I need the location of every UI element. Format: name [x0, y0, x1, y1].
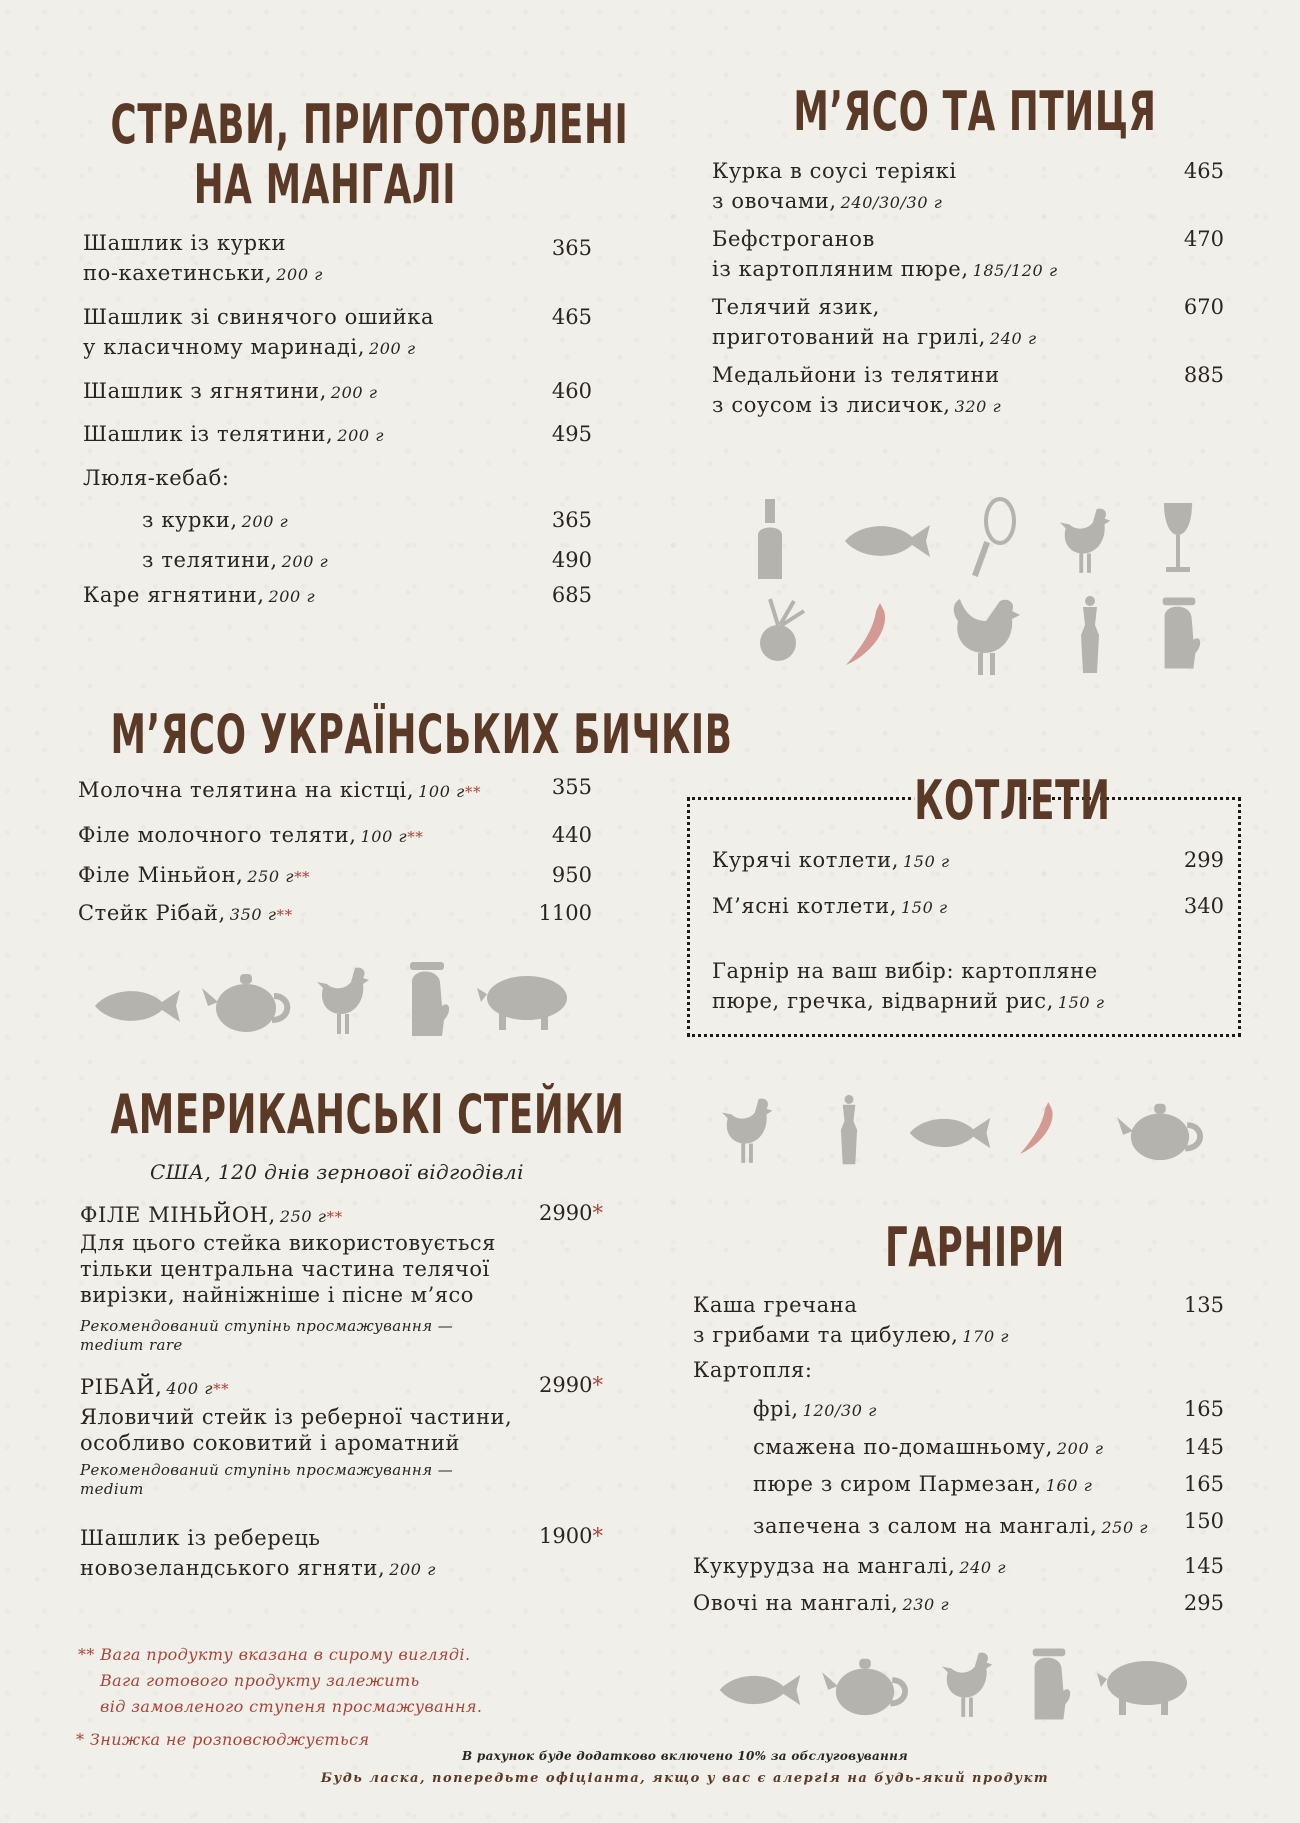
item-weight: 230 г	[902, 1595, 950, 1614]
item-name: з телятини,	[142, 548, 278, 572]
fish-icon	[715, 1669, 805, 1711]
item-weight: 200 г	[389, 1560, 436, 1579]
asterisk-mark: **	[213, 1380, 230, 1398]
item-price: 885	[1183, 363, 1224, 387]
decor-icon-row	[715, 1645, 1215, 1725]
item-name: Шашлик зі свинячого ошийка	[83, 305, 435, 329]
item-name: у класичному маринаді,	[83, 335, 365, 359]
item-name: Стейк Рібай,	[78, 901, 226, 925]
item-description	[80, 1230, 496, 1308]
doneness-note	[80, 1461, 453, 1499]
rooster-icon	[950, 593, 1030, 677]
asterisk-mark: **	[294, 868, 311, 886]
description-line: тільки центральна частина телячої	[80, 1257, 490, 1281]
asterisk-mark: **	[407, 828, 424, 846]
asterisk-mark: *	[592, 1201, 603, 1225]
item-price: 465	[551, 305, 592, 329]
item-price: 165	[1183, 1397, 1224, 1421]
menu-item	[712, 224, 1058, 286]
note-line: medium	[80, 1480, 144, 1498]
menu-item	[83, 228, 323, 290]
section-heading-bulls: М’ЯСО УКРАЇНСЬКИХ БИЧКІВ	[110, 703, 733, 766]
menu-item	[693, 1588, 949, 1620]
chicken-icon	[1058, 501, 1118, 577]
chicken-icon	[315, 960, 377, 1038]
item-price: 440	[551, 823, 592, 847]
item-weight: 200 г	[268, 587, 316, 606]
item-weight: 200 г	[330, 383, 378, 402]
pig-icon	[475, 966, 575, 1032]
chili-pepper-icon	[1015, 1096, 1065, 1160]
item-price: 1100	[538, 901, 592, 925]
item-weight: 320 г	[954, 397, 1002, 416]
teapot-icon	[820, 1651, 910, 1719]
item-weight: 100 г	[360, 827, 408, 846]
item-price: 465	[1183, 159, 1224, 183]
section-heading-steaks: АМЕРИКАНСЬКІ СТЕЙКИ	[110, 1083, 625, 1146]
item-price: 670	[1183, 295, 1224, 319]
onion-icon	[750, 595, 810, 665]
price-value: 1900	[539, 1524, 593, 1548]
asterisk-mark: **	[326, 1208, 343, 1226]
oven-mitt-icon	[1155, 595, 1203, 673]
item-price: 145	[1183, 1435, 1224, 1459]
item-name: Бефстроганов	[712, 227, 875, 251]
menu-item	[78, 898, 293, 930]
section-heading-grill	[110, 93, 629, 217]
item-name: з соусом із лисичок,	[712, 393, 951, 417]
item-weight: 240 г	[989, 329, 1037, 348]
decor-icon-grid	[740, 495, 1200, 680]
item-price: 495	[551, 422, 592, 446]
item-weight: 200 г	[337, 426, 385, 445]
menu-item	[80, 1523, 436, 1585]
item-weight: 240 г	[959, 1558, 1007, 1577]
allergy-note: Будь ласка, попередьте офіціанта, якщо у вас є алергія на будь-який продукт	[320, 1771, 1050, 1786]
price-value: 2990	[539, 1373, 593, 1397]
teapot-icon	[1115, 1096, 1205, 1164]
service-charge-note: В рахунок буде додатково включено 10% за обслуговування	[461, 1749, 908, 1763]
item-weight: 250 г	[247, 867, 295, 886]
submenu-label: Люля-кебаб:	[83, 466, 230, 490]
garnish-note	[712, 956, 1105, 1018]
menu-item	[693, 1290, 1009, 1352]
item-price: 365	[551, 236, 592, 260]
teapot-icon	[200, 966, 292, 1036]
item-price: 340	[1183, 894, 1224, 918]
chicken-icon	[720, 1090, 780, 1168]
note-line: medium rare	[80, 1336, 183, 1354]
chili-pepper-icon	[840, 599, 900, 669]
oven-mitt-icon	[1025, 1647, 1073, 1723]
item-price: 460	[551, 379, 592, 403]
item-name: РІБАЙ,	[80, 1375, 163, 1399]
decor-icon-row	[720, 1090, 1210, 1170]
item-name: Овочі на мангалі,	[693, 1591, 899, 1615]
pepper-mill-icon	[1075, 595, 1105, 675]
item-name: ФІЛЕ МІНЬЙОН,	[80, 1203, 276, 1227]
item-name: Шашлик з ягнятини,	[83, 379, 327, 403]
heading-line: НА МАНГАЛІ	[193, 153, 457, 217]
menu-item	[712, 292, 1037, 354]
item-name: Шашлик із курки	[83, 231, 287, 255]
item-price: 470	[1183, 227, 1224, 251]
menu-item	[753, 1394, 877, 1426]
doneness-note	[80, 1317, 453, 1355]
description-line: особливо соковитий і ароматний	[80, 1431, 460, 1455]
item-price	[525, 1521, 603, 1551]
item-weight: 250 г	[1101, 1518, 1149, 1537]
item-name: Філе Міньйон,	[78, 863, 244, 887]
footnote: від замовленого ступеня просмажування.	[100, 1697, 483, 1716]
item-name: Кукурудза на мангалі,	[693, 1554, 956, 1578]
item-price	[525, 1198, 603, 1228]
item-weight: 200 г	[369, 339, 416, 358]
item-name: смажена по-домашньому,	[753, 1435, 1053, 1459]
item-name: М’ясні котлети,	[712, 894, 898, 918]
section-heading-cutlets: КОТЛЕТИ	[914, 769, 1111, 832]
item-name: Медальйони із телятини	[712, 363, 1000, 387]
pepper-mill-icon	[835, 1094, 863, 1166]
asterisk-mark: **	[464, 783, 482, 801]
item-weight: 185/120 г	[972, 261, 1058, 280]
item-name: фрі,	[753, 1397, 799, 1421]
menu-item	[753, 1469, 1092, 1501]
item-name: Каре ягнятини,	[83, 583, 265, 607]
item-weight: 200 г	[276, 265, 323, 284]
menu-item	[753, 1511, 1148, 1543]
section-subtitle: США, 120 днів зернової відгодівлі	[150, 1160, 524, 1184]
item-price: 299	[1183, 848, 1224, 872]
chicken-icon	[940, 1645, 1000, 1721]
menu-item	[142, 505, 288, 537]
footnote: ** Вага продукту вказана в сирому вигляді.	[78, 1645, 471, 1664]
fish-icon	[840, 519, 935, 563]
menu-item	[83, 419, 384, 451]
submenu-label: Картопля:	[693, 1358, 813, 1382]
item-name: новозеландського ягняти,	[80, 1556, 386, 1580]
decor-icon-row	[90, 960, 590, 1040]
item-name: з грибами та цибулею,	[693, 1323, 959, 1347]
item-price: 145	[1183, 1554, 1224, 1578]
item-price	[525, 1370, 603, 1400]
menu-item	[753, 1432, 1104, 1464]
menu-item	[80, 1200, 343, 1232]
wine-glass-icon	[1160, 501, 1196, 577]
menu-item	[712, 360, 1001, 422]
item-price: 150	[1183, 1509, 1224, 1533]
asterisk-mark: *	[592, 1373, 603, 1397]
item-name: Шашлик із телятини,	[83, 422, 334, 446]
whisk-icon	[970, 497, 1020, 581]
item-name: з курки,	[142, 508, 238, 532]
menu-item	[78, 860, 310, 892]
item-price: 950	[551, 863, 592, 887]
item-weight: 200 г	[1056, 1439, 1104, 1458]
item-name: Телячий язик,	[712, 295, 880, 319]
item-weight: 120/30 г	[802, 1401, 877, 1420]
item-weight: 240/30/30 г	[840, 193, 943, 212]
item-weight: 160 г	[1045, 1476, 1093, 1495]
item-price: 490	[551, 548, 592, 572]
menu-item	[712, 891, 948, 923]
note-line: Рекомендований ступінь просмажування —	[80, 1317, 454, 1335]
description-line: Яловичий стейк із реберної частини,	[80, 1405, 513, 1429]
menu-item	[712, 845, 950, 877]
fish-icon	[905, 1112, 995, 1154]
item-name: з овочами,	[712, 189, 837, 213]
item-weight: 150 г	[901, 898, 948, 917]
description-line: Для цього стейка використовується	[80, 1231, 496, 1255]
item-price: 685	[551, 583, 592, 607]
menu-item	[80, 1372, 229, 1404]
item-price: 365	[551, 508, 592, 532]
menu-item	[83, 376, 378, 408]
item-name: Курячі котлети,	[712, 848, 900, 872]
pig-icon	[1095, 1651, 1195, 1717]
item-name: пюре з сиром Пармезан,	[753, 1472, 1042, 1496]
item-price: 165	[1183, 1472, 1224, 1496]
note-line: Рекомендований ступінь просмажування —	[80, 1461, 454, 1479]
asterisk-mark: *	[592, 1524, 603, 1548]
bottle-icon	[750, 499, 790, 581]
item-name: Шашлик із реберець	[80, 1526, 321, 1550]
fish-icon	[90, 984, 185, 1028]
item-name: по-кахетинськи,	[83, 261, 273, 285]
item-weight: 350 г	[229, 905, 277, 924]
item-description	[80, 1404, 512, 1456]
item-name: Молочна телятина на кістці,	[78, 778, 415, 802]
heading-line: СТРАВИ, ПРИГОТОВЛЕНІ	[110, 93, 629, 156]
item-weight: 200 г	[241, 512, 289, 531]
item-name: із картопляним пюре,	[712, 257, 969, 281]
description-line: вирізки, найніжніше і пісне м’ясо	[80, 1283, 474, 1307]
item-name: запечена з салом на мангалі,	[753, 1514, 1098, 1538]
menu-item	[712, 156, 957, 218]
item-weight: 200 г	[281, 552, 329, 571]
item-price: 295	[1183, 1591, 1224, 1615]
menu-item	[78, 820, 423, 852]
item-weight: 400 г	[166, 1379, 214, 1398]
item-weight: 150 г	[903, 852, 950, 871]
item-weight: 100 г	[418, 782, 465, 801]
item-name: Курка в соусі теріякі	[712, 159, 957, 183]
menu-item	[83, 302, 434, 364]
price-value: 2990	[539, 1201, 593, 1225]
menu-item	[83, 580, 315, 612]
garnish-line: Гарнір на ваш вибір: картопляне	[712, 959, 1098, 983]
item-price: 355	[551, 775, 592, 799]
item-weight: 150 г	[1057, 993, 1105, 1012]
item-name: приготований на грилі,	[712, 325, 986, 349]
item-name: Каша гречана	[693, 1293, 858, 1317]
asterisk-mark: **	[276, 906, 293, 924]
oven-mitt-icon	[402, 962, 452, 1038]
section-heading-sides: ГАРНІРИ	[884, 1216, 1066, 1279]
item-price: 135	[1183, 1293, 1224, 1317]
menu-item	[78, 775, 481, 807]
item-weight: 250 г	[279, 1207, 327, 1226]
menu-item	[693, 1551, 1006, 1583]
item-name: Філе молочного теляти,	[78, 823, 357, 847]
section-heading-meat: М’ЯСО ТА ПТИЦЯ	[793, 80, 1157, 143]
footnote: * Знижка не розповсюджується	[76, 1730, 370, 1749]
footnote: Вага готового продукту залежить	[100, 1671, 420, 1690]
item-weight: 170 г	[962, 1327, 1010, 1346]
garnish-line: пюре, гречка, відварний рис,	[712, 989, 1054, 1013]
menu-item	[142, 545, 328, 577]
